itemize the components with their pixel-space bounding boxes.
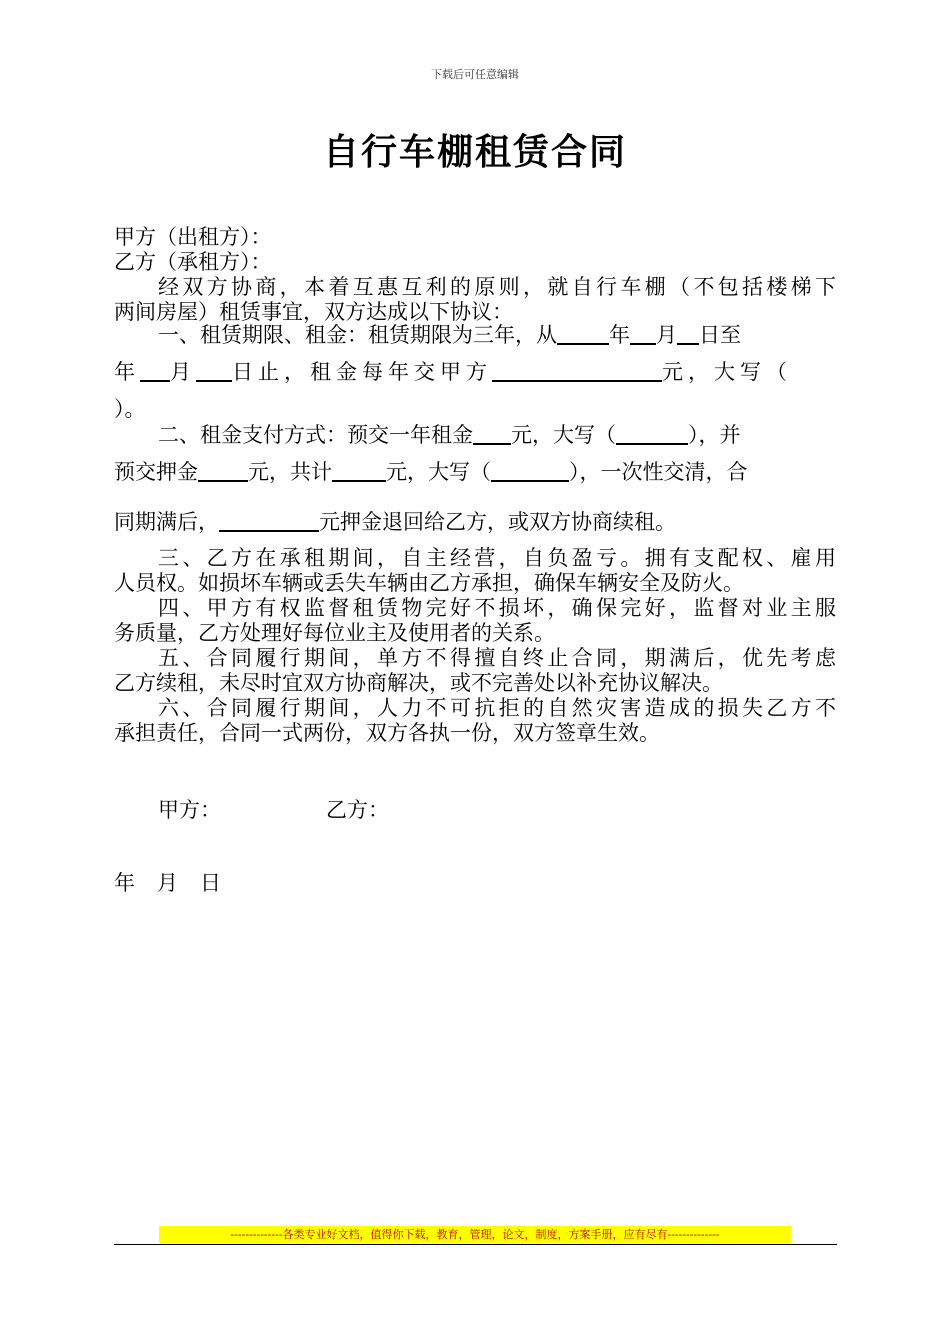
clause-2-cont	[114, 460, 836, 485]
prepay-upper-blank[interactable]	[616, 423, 688, 445]
end-year-label: 年	[114, 360, 140, 384]
date-block	[114, 871, 836, 896]
party-a-line: 甲方（出租方）：	[114, 225, 272, 249]
contract-body	[114, 225, 836, 325]
expiry-label: 同期满后，	[114, 510, 219, 534]
signature-line	[114, 798, 836, 823]
clause-2-end	[114, 510, 836, 535]
total-label: 元，共计	[248, 460, 332, 484]
deposit-return-blank[interactable]	[219, 510, 319, 532]
day-to-label: 日至	[699, 323, 741, 347]
rent-amount-blank[interactable]	[492, 360, 662, 382]
start-year-blank[interactable]	[557, 323, 609, 345]
party-b-signature: 乙方：	[326, 798, 389, 822]
rent-upper-label: 元，大写（	[662, 360, 792, 384]
deposit-label: 预交押金	[114, 460, 198, 484]
deposit-blank[interactable]	[198, 460, 248, 482]
clause-2-text: 二、租金支付方式：预交一年租金	[158, 423, 473, 447]
clause-2-line-3	[114, 510, 836, 535]
party-a-signature: 甲方：	[158, 798, 221, 822]
clause-6-line-1: 六、合同履行期间，人力不可抗拒的自然灾害造成的损失乙方不	[158, 696, 836, 720]
total-blank[interactable]	[332, 460, 386, 482]
clause-2-line-2	[114, 460, 836, 485]
clause-1-line-3: ）。	[114, 397, 146, 421]
header-note: 下载后可任意编辑	[431, 68, 519, 81]
clause-1-line-1	[114, 323, 836, 349]
date-month: 月	[157, 871, 178, 895]
clause-1-line-2	[114, 360, 836, 385]
clause-5-line-1: 五、合同履行期间，单方不得擅自终止合同，期满后，优先考虑	[158, 646, 836, 670]
month-label: 月	[656, 323, 677, 347]
intro-line-1: 经双方协商，本着互惠互利的原则，就自行车棚（不包括楼梯下	[158, 275, 836, 299]
prepay-close-label: ），并	[688, 423, 741, 447]
prepay-rent-blank[interactable]	[473, 423, 511, 445]
footer-banner: --------------各类专业好文档，值得你下载，教育，管理，论文，制度，方案手册，应有尽有--------------	[159, 1226, 791, 1243]
date-year: 年	[114, 871, 135, 895]
one-time-label: ），一次性交清，合	[569, 460, 748, 484]
clause-6-line-2: 承担责任，合同一式两份，双方各执一份，双方签章生效。	[114, 721, 660, 745]
start-day-blank[interactable]	[677, 323, 699, 345]
clause-1-cont	[114, 360, 836, 422]
intro-line-2: 两间房屋）租赁事宜，双方达成以下协议：	[114, 300, 513, 324]
date-day: 日	[200, 871, 221, 895]
clause-4-line-1: 四、甲方有权监督租赁物完好不损坏，确保完好，监督对业主服	[158, 596, 836, 620]
start-month-blank[interactable]	[630, 323, 656, 345]
prepay-upper-label: 元，大写（	[511, 423, 616, 447]
clause-1	[114, 323, 836, 349]
party-b-line: 乙方（承租方）：	[114, 250, 272, 274]
clause-3-line-1: 三、乙方在承租期间，自主经营，自负盈亏。拥有支配权、雇用	[158, 546, 836, 570]
year-label: 年	[609, 323, 630, 347]
deposit-return-label: 元押金退回给乙方，或双方协商续租。	[319, 510, 676, 534]
end-month-label: 月	[170, 360, 196, 384]
footer-divider	[114, 1244, 837, 1245]
total-upper-label: 元，大写（	[386, 460, 491, 484]
clause-3-line-2: 人员权。如损坏车辆或丢失车辆由乙方承担，确保车辆安全及防火。	[114, 571, 744, 595]
clause-4-line-2: 务质量，乙方处理好每位业主及使用者的关系。	[114, 621, 555, 645]
clauses-3-6	[114, 546, 836, 746]
document-title: 自行车棚租赁合同	[322, 131, 627, 173]
end-month-blank[interactable]	[196, 360, 232, 382]
total-upper-blank[interactable]	[491, 460, 569, 482]
end-year-blank[interactable]	[140, 360, 170, 382]
clause-2-line-1	[114, 423, 836, 448]
date-line	[114, 871, 836, 896]
clause-1-text: 一、租赁期限、租金：租赁期限为三年，从	[158, 323, 557, 347]
rent-label: 日止，租金每年交甲方	[232, 360, 492, 384]
signature-block	[114, 798, 836, 823]
clause-2	[114, 423, 836, 448]
clause-5-line-2: 乙方续租，未尽时宜双方协商解决，或不完善处以补充协议解决。	[114, 671, 723, 695]
